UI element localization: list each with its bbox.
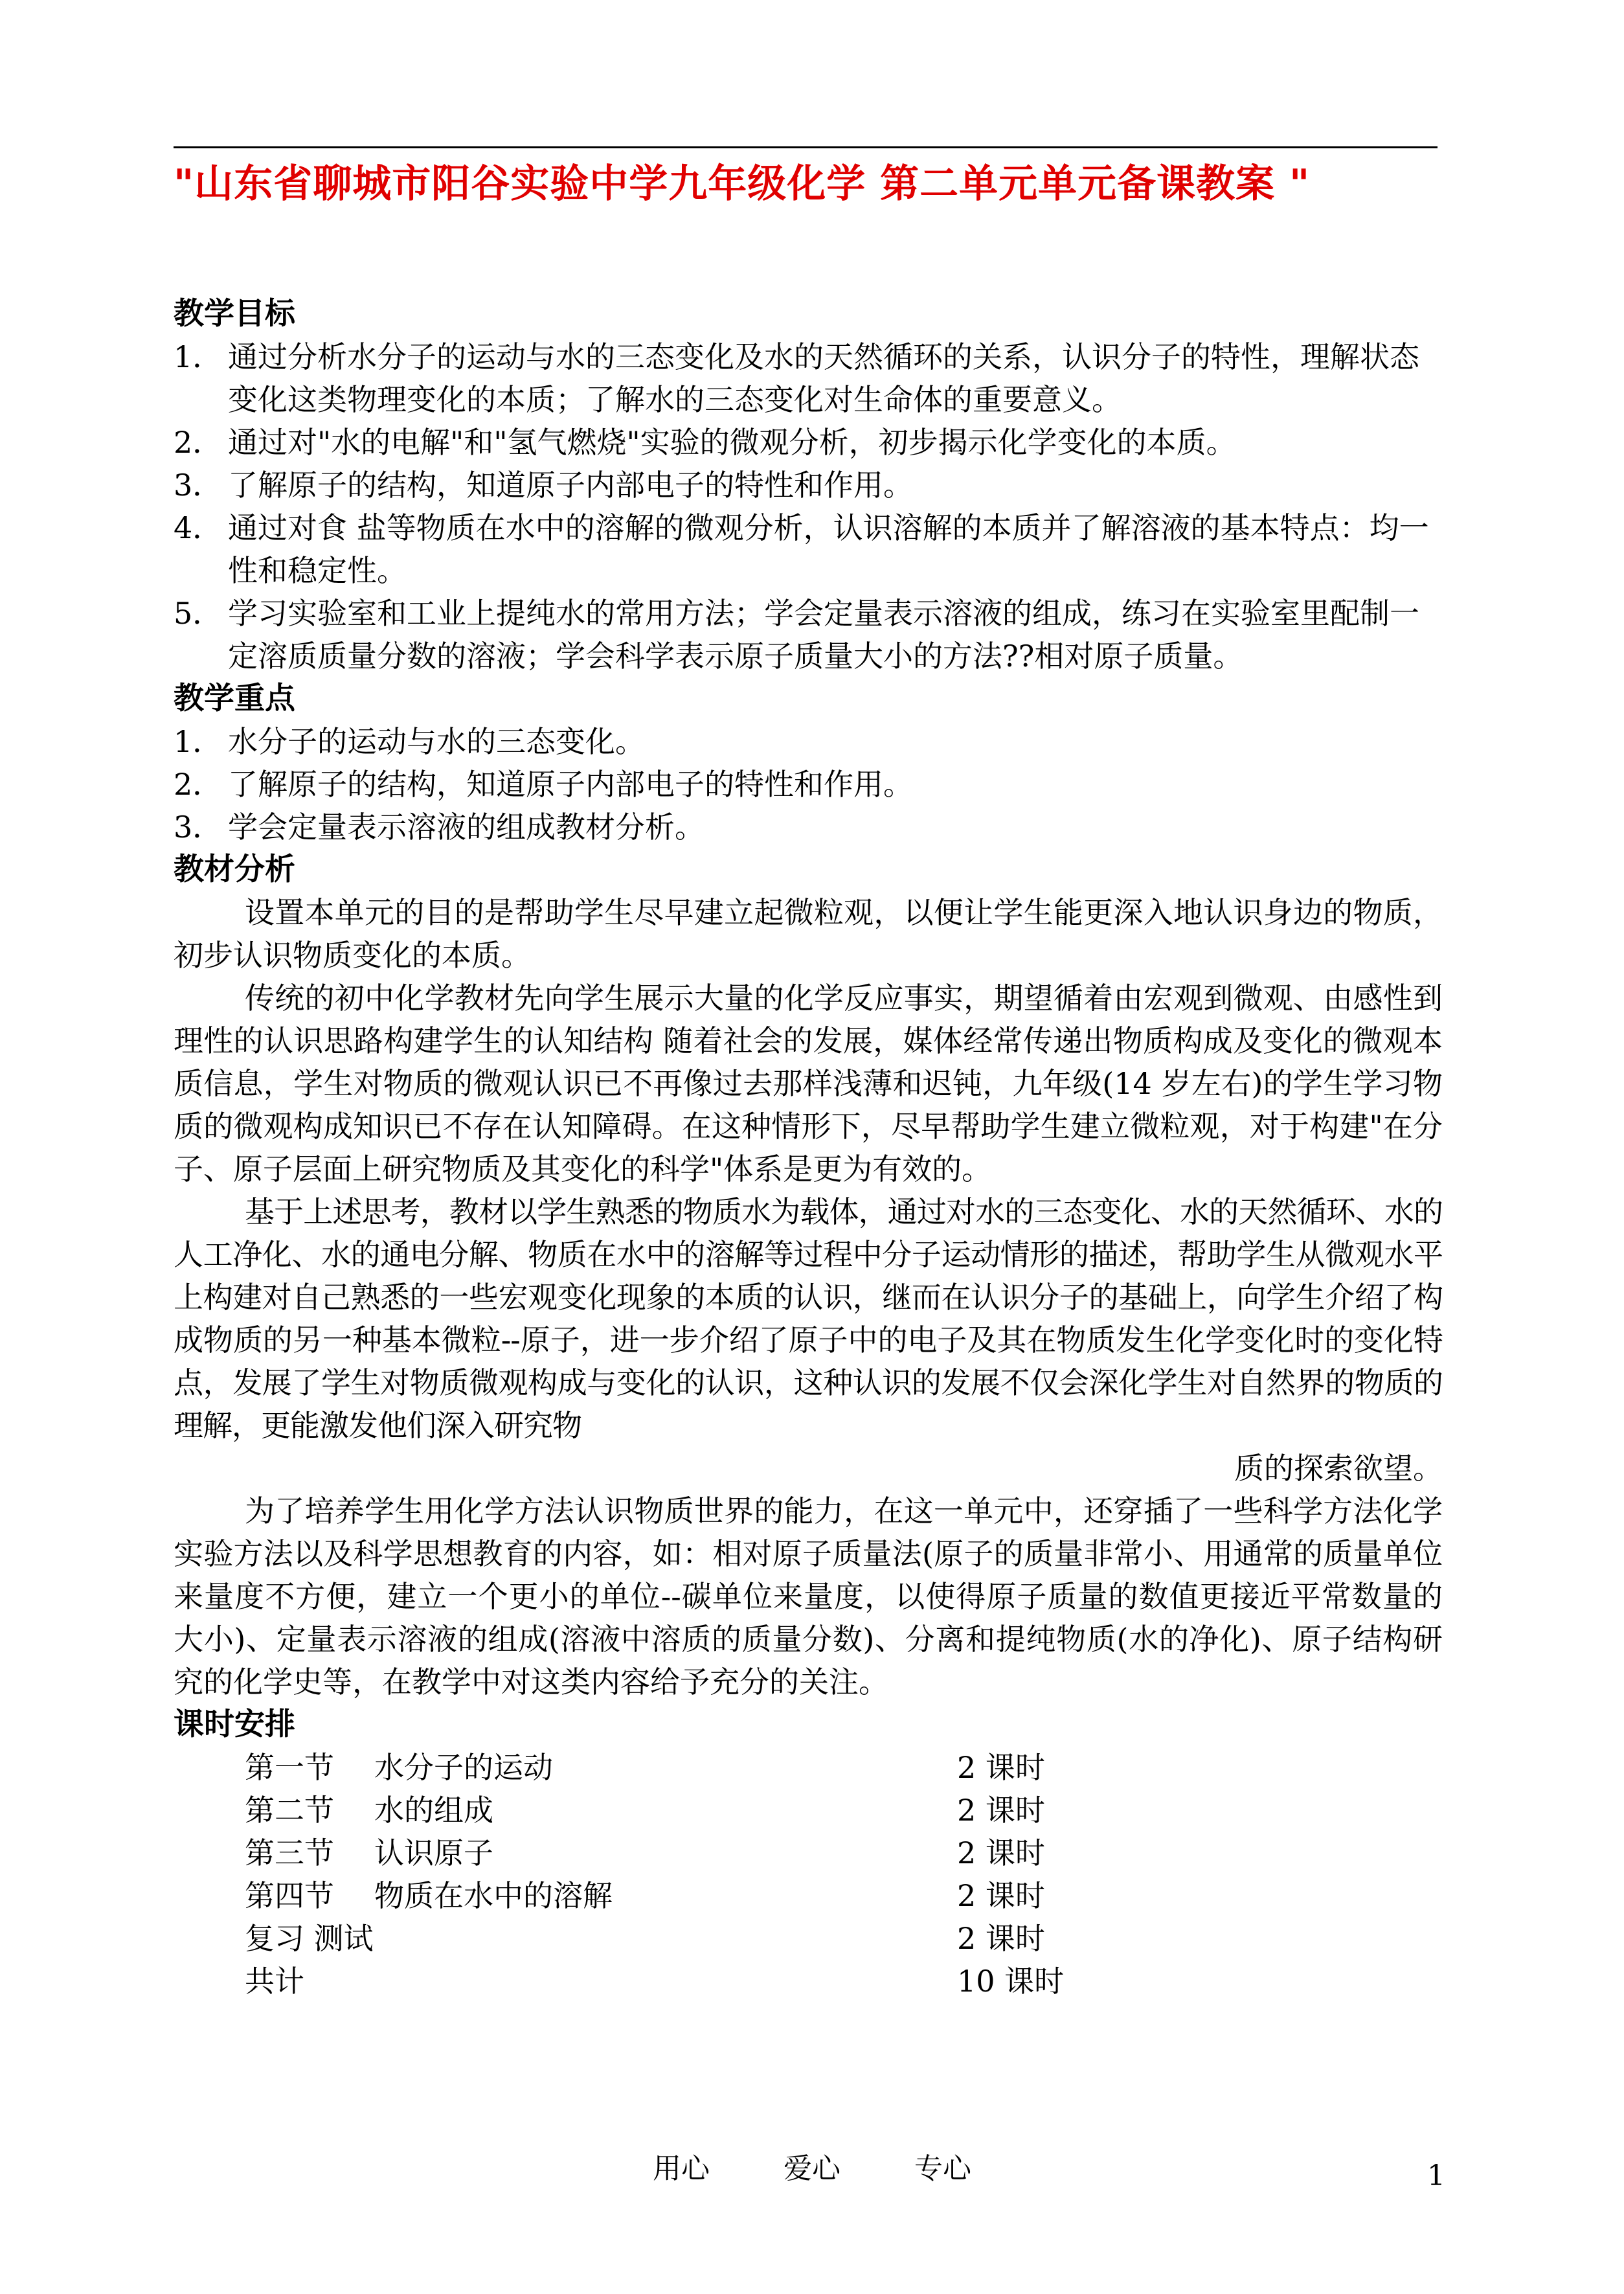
schedule-hours: 2 课时 [957,1878,1045,1913]
footer-mottos [0,2145,1624,2186]
list-text: 了解原子的结构，知道原子内部电子的特性和作用。 [228,767,913,802]
list-number: 1． [174,339,223,374]
document-body [174,293,1443,2003]
list-number: 4． [174,510,223,545]
schedule-section: 第一节 [245,1750,334,1785]
heading-keypoints: 教学重点 [174,681,295,716]
schedule-topic: 水分子的运动 [374,1750,553,1785]
page-title: "山东省聊城市阳谷实验中学九年级化学 第二单元单元备课教案 " [174,161,1311,207]
footer-motto: 用心 [653,2152,710,2185]
schedule-hours: 2 课时 [957,1921,1045,1956]
heading-schedule: 课时安排 [174,1707,295,1742]
list-item [174,421,1443,464]
schedule-topic: 认识原子 [374,1835,493,1870]
list-number: 5． [174,596,223,631]
list-number: 3． [174,468,223,503]
analysis-paragraph-1: 设置本单元的目的是帮助学生尽早建立起微粒观，以便让学生能更深入地认识身边的物质，初步认识物质变化的本质。 [174,895,1443,973]
schedule-hours: 2 课时 [957,1750,1045,1785]
table-row [174,1832,1443,1874]
schedule-hours: 10 课时 [957,1964,1065,1999]
goals-list [174,335,1443,677]
list-item [174,335,1443,421]
schedule-topic: 物质在水中的溶解 [374,1878,613,1913]
schedule-hours: 2 课时 [957,1835,1045,1870]
table-row [174,1874,1443,1917]
footer-motto: 爱心 [784,2152,840,2185]
list-text: 了解原子的结构，知道原子内部电子的特性和作用。 [228,468,913,503]
schedule-section: 复习 测试 [245,1921,374,1956]
schedule-section: 共计 [245,1964,304,1999]
schedule-topic [374,1960,957,2003]
table-row [174,1960,1443,2003]
page-number: 1 [1427,2159,1445,2192]
footer-motto: 专心 [914,2152,971,2185]
list-item [174,506,1443,592]
keypoints-list [174,720,1443,848]
list-text: 通过对"水的电解"和"氢气燃烧"实验的微观分析，初步揭示化学变化的本质。 [228,425,1236,460]
schedule-section: 第二节 [245,1793,334,1828]
list-item [174,720,1443,763]
list-text: 通过对食 盐等物质在水中的溶解的微观分析，认识溶解的本质并了解溶液的基本特点：均一性和稳定性。 [228,510,1429,588]
schedule-topic: 水的组成 [374,1793,493,1828]
list-number: 1． [174,724,223,759]
heading-analysis: 教材分析 [174,852,295,887]
analysis-paragraph-3: 基于上述思考，教材以学生熟悉的物质水为载体，通过对水的三态变化、水的天然循环、水的人工净化、水的通电分解、物质在水中的溶解等过程中分子运动情形的描述，帮助学生从微观水平上构建对自己熟悉的一些宏观变化现象的本质的认识，继而在认识分子的基础上，向学生介绍了构成物质的另一种基本微粒--原子，进一步介绍了原子中的电子及其在物质发生化学变化时的变化特点，发展了学生对物质微观构成与变化的认识，这种认识的发展不仅会深化学生对自然界的物质的理解，更能激发他们深入研究物 [174,1194,1443,1443]
analysis-paragraph-4: 为了培养学生用化学方法认识物质世界的能力，在这一单元中，还穿插了一些科学方法化学实验方法以及科学思想教育的内容，如：相对原子质量法(原子的质量非常小、用通常的质量单位来量度不方便，建立一个更小的单位--碳单位来量度，以使得原子质量的数值更接近平常数量的大小)、定量表示溶液的组成(溶液中溶质的质量分数)、分离和提纯物质(水的净化)、原子结构研究的化学史等，在教学中对这类内容给予充分的关注。 [174,1493,1443,1699]
list-number: 2． [174,425,223,460]
list-text: 学习实验室和工业上提纯水的常用方法；学会定量表示溶液的组成，练习在实验室里配制一定溶质质量分数的溶液；学会科学表示原子质量大小的方法??相对原子质量。 [228,596,1419,674]
list-text: 水分子的运动与水的三态变化。 [228,724,645,759]
list-text: 通过分析水分子的运动与水的三态变化及水的天然循环的关系，认识分子的特性，理解状态变化这类物理变化的本质；了解水的三态变化对生命体的重要意义。 [228,339,1419,417]
analysis-paragraph-3-end: 质的探索欲望。 [1234,1451,1443,1486]
schedule-hours: 2 课时 [957,1793,1045,1828]
list-item [174,763,1443,806]
table-row [174,1789,1443,1832]
table-row [174,1746,1443,1789]
schedule-table [174,1746,1443,2003]
schedule-section: 第四节 [245,1878,334,1913]
heading-goals: 教学目标 [174,296,295,332]
header-rule [174,146,1438,148]
schedule-topic [374,1917,957,1960]
list-item [174,806,1443,848]
list-number: 2． [174,767,223,802]
list-item [174,592,1443,677]
list-text: 学会定量表示溶液的组成教材分析。 [228,810,705,845]
table-row [174,1917,1443,1960]
list-number: 3． [174,810,223,845]
analysis-paragraph-2: 传统的初中化学教材先向学生展示大量的化学反应事实，期望循着由宏观到微观、由感性到理性的认识思路构建学生的认知结构 随着社会的发展，媒体经常传递出物质构成及变化的微观本质信息，学生对物质的微观认识已不再像过去那样浅薄和迟钝，九年级(14 岁左右)的学生学习物质的微观构成知识已不存在认知障碍。在这种情形下，尽早帮助学生建立微粒观，对于构建"在分子、原子层面上研究物质及其变化的科学"体系是更为有效的。 [174,981,1443,1187]
list-item [174,464,1443,506]
schedule-section: 第三节 [245,1835,334,1870]
